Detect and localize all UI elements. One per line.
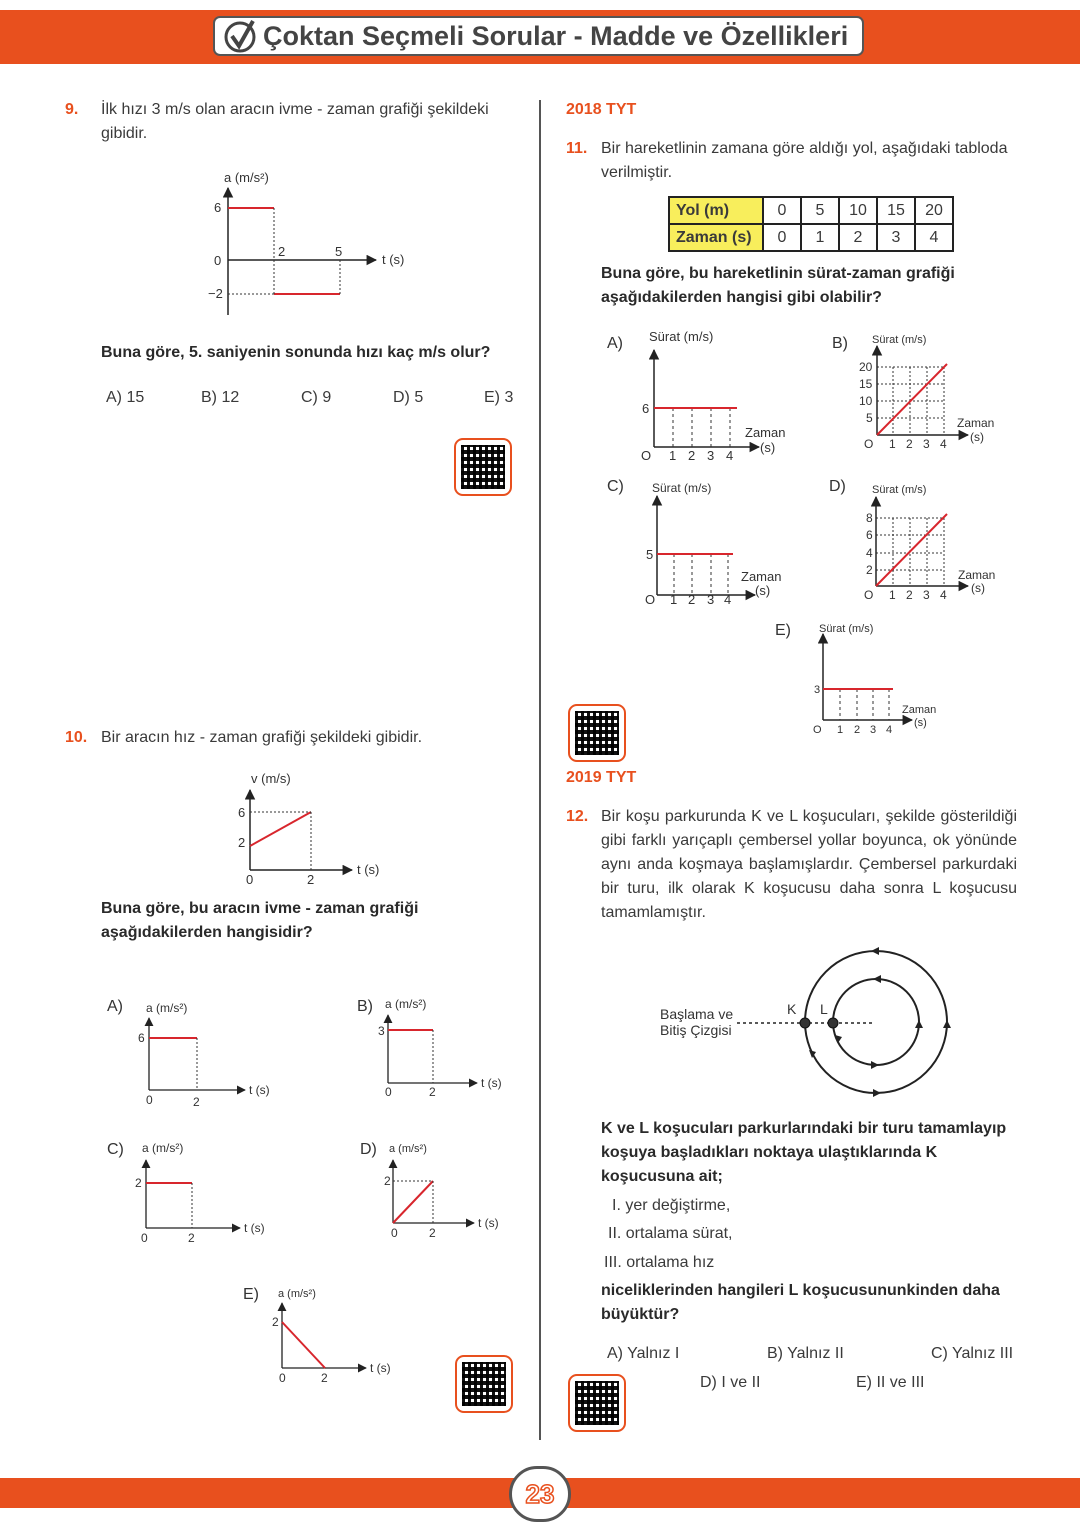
graph-label: A) (107, 998, 123, 1015)
option-c[interactable]: C) 9 (301, 389, 332, 406)
graph-label: 3 (707, 448, 715, 463)
question-number: 10. (65, 729, 88, 746)
statement-ii: II. ortalama sürat, (608, 1225, 733, 1242)
graph-label: 2 (193, 1095, 200, 1109)
graph-label: 4 (940, 437, 947, 451)
graph-label: t (s) (370, 1361, 391, 1375)
graph-label: t (s) (244, 1221, 265, 1235)
graph-label: 2 (135, 1176, 142, 1190)
runner-k-dot (800, 1018, 810, 1028)
graph-label: Zaman (741, 569, 782, 584)
y-tick: 0 (214, 253, 222, 268)
table-cell: 0 (763, 197, 801, 224)
q9-acceleration-graph (208, 170, 404, 315)
graph-label: 2 (906, 588, 913, 602)
graph-label: 15 (859, 377, 873, 391)
x-axis-label: t (s) (382, 252, 405, 267)
question-prompt: K ve L koşucuları parkurlarındaki bir turu tamamlayıp koşuya başladıkları noktaya ulaştıklarında K koşucusuna ait; (601, 1120, 1007, 1185)
graph-label: E) (243, 1286, 259, 1303)
table-cell: 15 (877, 197, 915, 224)
question-text: Bir aracın hız - zaman grafiği şekildeki gibidir. (101, 729, 423, 746)
table-cell: 2 (839, 224, 877, 251)
graph-label: O (864, 588, 874, 602)
graph-label: 0 (385, 1085, 392, 1099)
graph-label: O (813, 724, 822, 736)
graph-label: O (645, 592, 656, 607)
graph-label: 1 (837, 724, 844, 736)
option-e[interactable]: E) II ve III (856, 1374, 925, 1391)
exam-tag: 2019 TYT (566, 769, 637, 786)
graph-label: 1 (669, 448, 677, 463)
graph-label: 2 (384, 1174, 391, 1188)
option-a-graph[interactable] (607, 329, 785, 463)
graph-label: 0 (141, 1231, 148, 1245)
graph-label: 3 (923, 588, 930, 602)
question-number: 12. (566, 808, 589, 825)
graph-label: 4 (726, 448, 734, 463)
graph-label: 2 (906, 437, 913, 451)
graph-label: (s) (760, 440, 776, 455)
graph-label: 3 (923, 437, 930, 451)
x-axis-label: t (s) (357, 862, 380, 877)
graph-label: Sürat (m/s) (652, 481, 712, 495)
graph-label: 8 (866, 511, 873, 525)
question-number: 11. (566, 140, 588, 157)
graph-label: A) (607, 335, 623, 352)
graph-label: (s) (914, 717, 927, 729)
graph-label: D) (829, 478, 846, 495)
page-title: Çoktan Seçmeli Sorular - Madde ve Özellikleri (263, 20, 849, 51)
row-header: Zaman (s) (669, 224, 763, 251)
graph-label: 0 (391, 1226, 398, 1240)
graph-label: Zaman (957, 416, 995, 430)
y-axis-label: a (m/s²) (224, 170, 269, 185)
question-prompt-2: niceliklerinden hangileri L koşucusununkinden daha büyüktür? (601, 1282, 1000, 1323)
graph-label: 2 (429, 1085, 436, 1099)
q10-velocity-graph (238, 771, 379, 887)
graph-label: 5 (646, 547, 654, 562)
option-d-graph[interactable] (829, 478, 995, 602)
graph-label: t (s) (249, 1083, 270, 1097)
question-text: İlk hızı 3 m/s olan aracın ivme - zaman grafiği şekildeki gibidir. (101, 101, 489, 142)
graph-label: 2 (688, 592, 696, 607)
table-cell: 20 (915, 197, 953, 224)
graph-label: a (m/s²) (142, 1141, 184, 1155)
table-cell: 1 (801, 224, 839, 251)
graph-label: L (820, 1001, 828, 1017)
graph-label: 6 (642, 401, 650, 416)
exam-tag: 2018 TYT (566, 101, 637, 118)
y-tick: 6 (238, 805, 246, 820)
graph-label: 4 (724, 592, 732, 607)
graph-label: 6 (138, 1031, 145, 1045)
question-prompt: Buna göre, bu aracın ivme - zaman grafiği aşağıdakilerden hangisidir? (101, 900, 419, 941)
graph-label: 5 (866, 411, 873, 425)
option-a-graph[interactable] (107, 998, 270, 1109)
runner-l-dot (828, 1018, 838, 1028)
table-cell: 3 (877, 224, 915, 251)
statement-iii: III. ortalama hız (604, 1254, 715, 1271)
x-tick: 0 (246, 872, 254, 887)
graph-label: E) (775, 622, 791, 639)
table-cell: 0 (763, 224, 801, 251)
graph-label: 2 (321, 1371, 328, 1385)
option-d-graph[interactable] (360, 1141, 499, 1240)
graph-label: B) (357, 998, 373, 1015)
graph-label: Sürat (m/s) (819, 623, 874, 635)
y-tick: 2 (238, 835, 246, 850)
graph-label: Bitiş Çizgisi (660, 1022, 732, 1038)
y-tick: 6 (214, 200, 222, 215)
x-tick: 2 (307, 872, 315, 887)
option-c[interactable]: C) Yalnız III (931, 1345, 1014, 1362)
page-number: 23 (525, 1478, 555, 1509)
graph-label: 0 (279, 1371, 286, 1385)
graph-label: t (s) (481, 1076, 502, 1090)
option-d[interactable]: D) I ve II (700, 1374, 761, 1391)
graph-label: 2 (272, 1315, 279, 1329)
graph-label: 3 (707, 592, 715, 607)
graph-label: 3 (814, 684, 821, 696)
graph-label: Sürat (m/s) (872, 484, 927, 496)
option-a[interactable]: A) 15 (106, 389, 145, 406)
graph-label: 1 (670, 592, 678, 607)
graph-label: Zaman (902, 704, 937, 716)
graph-label: B) (832, 335, 848, 352)
graph-label: 0 (146, 1093, 153, 1107)
graph-label: 2 (188, 1231, 195, 1245)
option-b[interactable]: B) Yalnız II (767, 1345, 844, 1362)
option-a[interactable]: A) Yalnız I (607, 1345, 680, 1362)
question-text: Bir koşu parkurunda K ve L koşucuları, şekilde gösterildiği gibi farklı yarıçaplı çembersel yollar boyunca, ok yönünde aynı anda koşmaya başlamışlardır. Çembersel parkurdaki bir turu, ilk olarak K koşucusu daha sonra L koşucusu tamamlamıştır. (601, 808, 1017, 921)
graph-label: 2 (429, 1226, 436, 1240)
x-tick: 5 (335, 244, 343, 259)
graph-label: O (641, 448, 652, 463)
graph-label: C) (607, 478, 624, 495)
graph-label: Başlama ve (660, 1006, 734, 1022)
table-cell: 5 (801, 197, 839, 224)
row-header: Yol (m) (669, 197, 763, 224)
graph-label: Zaman (745, 425, 786, 440)
y-axis-label: v (m/s) (251, 771, 291, 786)
question-prompt: Buna göre, 5. saniyenin sonunda hızı kaç m/s olur? (101, 344, 491, 361)
graph-label: a (m/s²) (146, 1001, 188, 1015)
option-b[interactable]: B) 12 (201, 389, 240, 406)
question-number: 9. (65, 101, 79, 118)
graph-label: O (864, 437, 874, 451)
graph-label: K (787, 1001, 797, 1017)
table-cell: 10 (839, 197, 877, 224)
graph-label: (s) (971, 581, 985, 595)
graph-label: t (s) (478, 1216, 499, 1230)
graph-label: 2 (854, 724, 861, 736)
graph-label: 4 (866, 546, 873, 560)
statement-i: I. yer değiştirme, (612, 1197, 731, 1214)
graph-label: (s) (755, 583, 771, 598)
y-tick: −2 (208, 286, 223, 301)
graph-label: 3 (870, 724, 877, 736)
graph-label: C) (107, 1141, 124, 1158)
option-c-graph[interactable] (107, 1141, 265, 1245)
graph-label: a (m/s²) (389, 1143, 427, 1155)
x-tick: 2 (278, 244, 286, 259)
option-e-graph[interactable] (775, 622, 936, 736)
graph-label: Sürat (m/s) (649, 329, 714, 344)
option-e[interactable]: E) 3 (484, 389, 514, 406)
option-d[interactable]: D) 5 (393, 389, 424, 406)
option-b-graph[interactable] (357, 997, 502, 1099)
question-prompt: Buna göre, bu hareketlinin sürat-zaman grafiği aşağıdakilerden hangisi gibi olabilir? (601, 265, 955, 306)
graph-label: 1 (889, 437, 896, 451)
question-text: Bir hareketlinin zamana göre aldığı yol, aşağıdaki tabloda verilmiştir. (601, 140, 1008, 181)
graph-label: (s) (970, 430, 984, 444)
graph-label: 2 (688, 448, 696, 463)
graph-label: 4 (940, 588, 947, 602)
graph-label: a (m/s²) (278, 1288, 316, 1300)
option-c-graph[interactable] (607, 478, 781, 607)
graph-label: 3 (378, 1024, 385, 1038)
graph-label: 2 (866, 563, 873, 577)
graph-label: 10 (859, 394, 873, 408)
option-b-graph[interactable] (832, 334, 994, 451)
table-cell: 4 (915, 224, 953, 251)
graph-label: Zaman (958, 568, 996, 582)
graph-label: 4 (886, 724, 893, 736)
graph-label: 20 (859, 360, 873, 374)
circular-track-diagram (660, 947, 951, 1097)
option-e-graph[interactable] (243, 1286, 391, 1385)
graph-label: D) (360, 1141, 377, 1158)
graph-label: Sürat (m/s) (872, 334, 927, 346)
graph-label: a (m/s²) (385, 997, 427, 1011)
graph-label: 6 (866, 528, 873, 542)
graph-label: 1 (889, 588, 896, 602)
